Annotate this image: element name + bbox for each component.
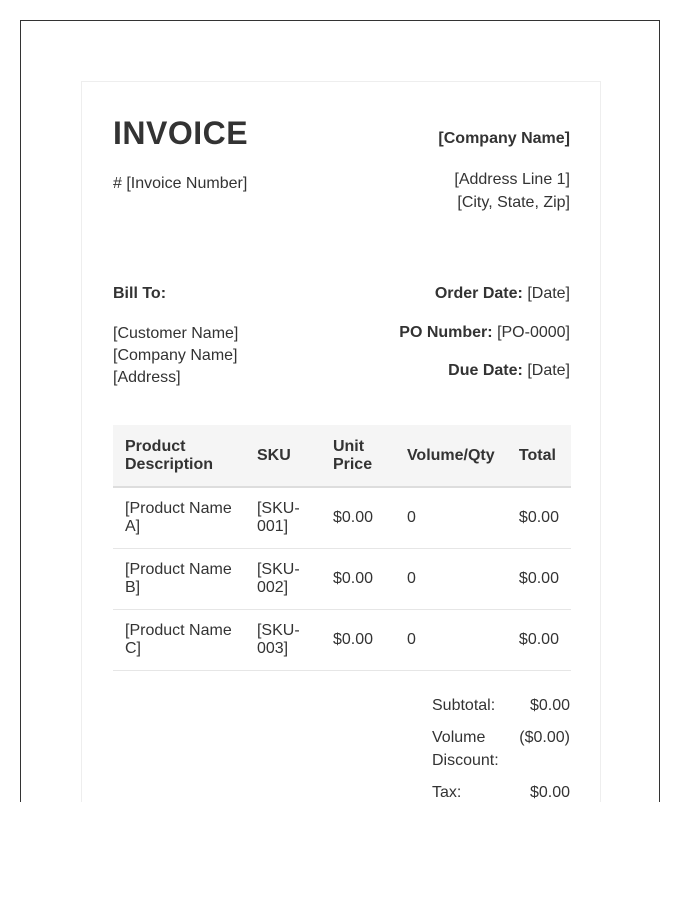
due-date-value: [Date] (527, 362, 570, 379)
subtotal-value: $0.00 (529, 697, 570, 714)
cell-description: [Product Name C] (113, 610, 245, 671)
bill-to-heading: Bill To: (113, 285, 167, 302)
cell-total: $0.00 (507, 487, 571, 549)
subtotal-label: Subtotal: (432, 697, 496, 714)
po-number (399, 324, 570, 342)
customer-name: [Customer Name] (113, 325, 239, 342)
column-header-description: Product Description (113, 425, 245, 487)
cell-unit-price: $0.00 (321, 549, 395, 610)
tax-row (432, 781, 570, 802)
cell-total: $0.00 (507, 610, 571, 671)
address-line-2: [City, State, Zip] (457, 194, 570, 211)
totals-block (432, 694, 570, 802)
cell-qty: 0 (395, 487, 507, 549)
customer-address: [Address] (113, 369, 181, 386)
tax-label: Tax: (432, 784, 462, 801)
column-header-total: Total (507, 425, 571, 487)
column-header-qty: Volume/Qty (395, 425, 507, 487)
order-date (435, 285, 570, 303)
discount-value: ($0.00) (519, 729, 570, 746)
discount-label: Volume Discount: (432, 729, 499, 769)
column-header-unit-price: Unit Price (321, 425, 395, 487)
bill-to-details (113, 323, 238, 389)
company-name: [Company Name] (438, 130, 570, 147)
address-line-1: [Address Line 1] (454, 171, 570, 188)
company-address (454, 168, 570, 214)
table-row (113, 549, 571, 610)
customer-company: [Company Name] (113, 347, 238, 364)
order-date-label: Order Date: (434, 285, 523, 302)
cell-sku: [SKU-001] (245, 487, 321, 549)
cell-unit-price: $0.00 (321, 487, 395, 549)
subtotal-row (432, 694, 570, 717)
invoice-number: # [Invoice Number] (113, 175, 248, 192)
cell-qty: 0 (395, 549, 507, 610)
order-date-value: [Date] (527, 285, 570, 302)
line-items-table (113, 425, 571, 671)
cell-total: $0.00 (507, 549, 571, 610)
due-date-label: Due Date: (448, 362, 523, 379)
document-frame (20, 20, 660, 802)
due-date (448, 362, 570, 380)
tax-value: $0.00 (529, 784, 570, 801)
discount-row (432, 726, 570, 772)
cell-qty: 0 (395, 610, 507, 671)
column-header-sku: SKU (245, 425, 321, 487)
cell-description: [Product Name A] (113, 487, 245, 549)
cell-unit-price: $0.00 (321, 610, 395, 671)
po-number-label: PO Number: (399, 324, 493, 341)
cell-sku: [SKU-002] (245, 549, 321, 610)
invoice-sheet (81, 81, 601, 802)
cell-sku: [SKU-003] (245, 610, 321, 671)
table-row (113, 610, 571, 671)
invoice-title: INVOICE (113, 115, 249, 151)
table-row (113, 487, 571, 549)
po-number-value: [PO-0000] (497, 324, 570, 341)
table-header-row (113, 425, 571, 487)
cell-description: [Product Name B] (113, 549, 245, 610)
